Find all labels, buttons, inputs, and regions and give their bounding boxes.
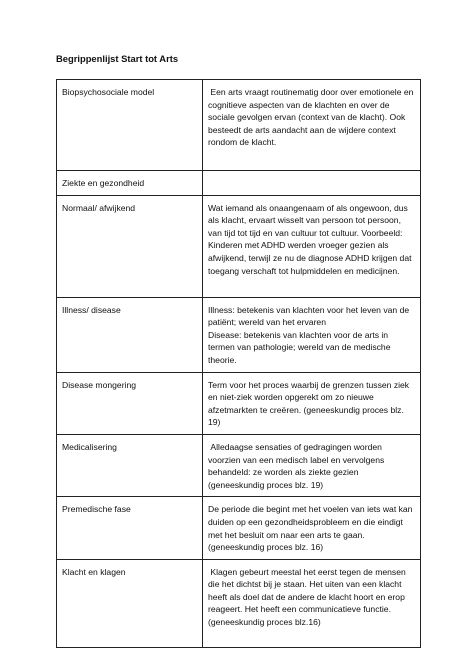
table-row [57, 559, 421, 647]
term-label: Medicalisering [62, 441, 117, 452]
definition-text: Disease: betekenis van klachten voor de arts in termen van pathologie; wereld van de medische theorie. [208, 329, 391, 365]
definition-text: Klagen gebeurt meestal het eerst tegen de mensen die het dichtst bij je staan. Het uiten van een klacht heeft als doel dat de andere de klacht hoort en erop reageert. Het heeft een communicatieve functie. (geneeskundig proces blz.16) [208, 566, 409, 628]
table-row [57, 171, 421, 196]
glossary-table [56, 79, 421, 648]
term-cell [57, 497, 203, 559]
term-cell [57, 372, 203, 434]
term-label: Illness/ disease [62, 304, 121, 315]
term-label: Normaal/ afwijkend [62, 202, 136, 213]
definition-cell [203, 195, 421, 297]
definition-text: Term voor het proces waarbij de grenzen tussen ziek en niet-ziek worden opgerekt om zo nieuwe afzetmarkten te creëren. (geneeskundig proces blz. 19) [208, 379, 410, 428]
table-row [57, 195, 421, 297]
definition-text: Wat iemand als onaangenaam of als ongewoon, dus als klacht, ervaart wisselt van persoon tot persoon, van tijd tot tijd en van cultuur tot cultuur. Voorbeeld: Kinderen met ADHD werden vroeger gezien als afwijkend, terwijl ze nu de diagnose ADHD krijgen dat toegang verschaft tot hulpmiddelen en medicijnen. [208, 202, 412, 276]
table-row [57, 497, 421, 559]
table-row [57, 297, 421, 372]
definition-cell [203, 434, 421, 496]
term-cell [57, 434, 203, 496]
definition-text: Een arts vraagt routinematig door over emotionele en cognitieve aspecten van de klachten en over de sociale gevolgen ervan (context van de klacht). Ook besteedt de arts aandacht aan de wijdere context rondom de klacht. [208, 87, 416, 148]
definition-cell [203, 372, 421, 434]
definition-cell [203, 297, 421, 372]
definition-cell [203, 171, 421, 196]
term-label: Premedische fase [62, 504, 131, 515]
term-cell [57, 559, 203, 647]
page-title: Begrippenlijst Start tot Arts [56, 53, 179, 64]
table-row [57, 372, 421, 434]
definition-cell [203, 497, 421, 559]
definition-text: De periode die begint met het voelen van iets wat kan duiden op een gezondheidsprobleem en die eindigt met het besluit om naar een arts te gaan.(geneeskundig proces blz. 16) [208, 504, 413, 553]
definition-text: Alledaagse sensaties of gedragingen worden voorzien van een medisch label en vervolgens behandeld: ze worden als ziekte gezien (geneeskundig proces blz. 19) [208, 441, 387, 490]
term-cell [57, 297, 203, 372]
term-label: Klacht en klagen [62, 566, 126, 577]
term-label: Biopsychosociale model [62, 87, 155, 97]
term-cell [57, 80, 203, 171]
table-row [57, 80, 421, 171]
term-cell [57, 171, 203, 196]
definition-cell [203, 559, 421, 647]
term-label: Ziekte en gezondheid [62, 178, 145, 188]
term-label: Disease mongering [62, 379, 137, 390]
definition-cell [203, 80, 421, 171]
definition-text: Illness: betekenis van klachten voor het leven van de patiënt; wereld van het ervaren [208, 304, 410, 328]
table-row [57, 434, 421, 496]
term-cell [57, 195, 203, 297]
